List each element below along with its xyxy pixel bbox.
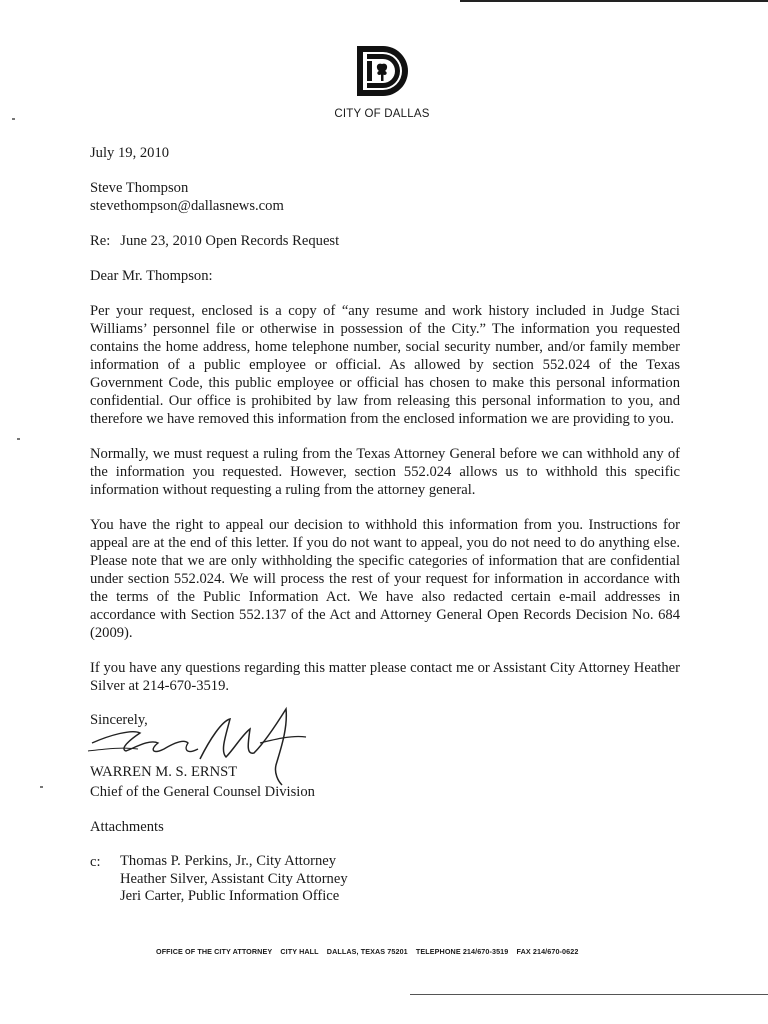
scan-edge-line	[410, 994, 768, 995]
subject-line	[90, 232, 680, 250]
re-label: Re:	[90, 233, 111, 249]
scan-edge-line	[460, 0, 768, 2]
letter-body	[90, 144, 680, 906]
city-of-dallas-d-logo-icon	[355, 44, 409, 98]
closing: Sincerely,	[90, 712, 148, 728]
cc-block	[90, 853, 680, 906]
cc-item: Heather Silver, Assistant City Attorney	[120, 870, 348, 887]
signature-block	[90, 729, 680, 783]
letter-date: July 19, 2010	[90, 145, 170, 161]
paragraph-4: If you have any questions regarding this matter please contact me or Assistant City Attorney Heather Silver at 214-670-3519.	[90, 660, 680, 694]
salutation: Dear Mr. Thompson:	[90, 268, 213, 284]
scan-speck	[17, 438, 20, 440]
paragraph-3: You have the right to appeal our decision to withhold this information from you. Instructions for appeal are at the end of this letter. If you do not want to appeal, you do not need to do anything else. Please note that we are only withholding the specific categories of information that are confidential under section 552.024. We will process the rest of your request for information in accordance with the terms of the Public Information Act. We have also redacted certain e-mail addresses in accordance with Section 552.137 of the Act and Attorney General Open Records Decision No. 684 (2009).	[90, 517, 680, 641]
city-name: CITY OF DALLAS	[334, 108, 430, 120]
footer-address: DALLAS, TEXAS 75201	[326, 947, 408, 956]
cc-item: Jeri Carter, Public Information Office	[120, 888, 340, 904]
paragraph-1: Per your request, enclosed is a copy of “any resume and work history included in Judge Staci Williams’ personnel file or otherwise in possession of the City.” The information you requested contains the home address, home telephone number, social security number, and/or family member information of a public employee or official. As allowed by section 552.024 of the Texas Government Code, this public employee or official has chosen to make this personal information confidential. Our office is prohibited by law from releasing this personal information to you, and therefore we have removed this information from the enclosed information we are providing to you.	[90, 303, 680, 427]
letterhead-footer	[156, 947, 616, 956]
footer-building: CITY HALL	[280, 947, 319, 956]
recipient-name: Steve Thompson	[90, 180, 189, 196]
signer-title: Chief of the General Counsel Division	[90, 784, 315, 800]
attachments-label: Attachments	[90, 819, 164, 835]
footer-telephone: TELEPHONE 214/670-3519	[415, 947, 509, 956]
scan-speck	[40, 786, 43, 788]
cc-item: Thomas P. Perkins, Jr., City Attorney	[120, 853, 337, 869]
scan-speck	[12, 118, 15, 120]
paragraph-2: Normally, we must request a ruling from the Texas Attorney General before we can withhold any of the information you requested. However, section 552.024 allows us to withhold this specific information without requesting a ruling from the attorney general.	[90, 446, 680, 498]
re-subject: June 23, 2010 Open Records Request	[120, 233, 340, 249]
signer-name: WARREN M. S. ERNST	[90, 764, 238, 780]
footer-office: OFFICE OF THE CITY ATTORNEY	[156, 947, 273, 956]
cc-label: c:	[90, 854, 101, 870]
footer-fax: FAX 214/670-0622	[516, 947, 579, 956]
cc-list	[120, 853, 348, 906]
recipient-email: stevethompson@dallasnews.com	[90, 198, 284, 214]
